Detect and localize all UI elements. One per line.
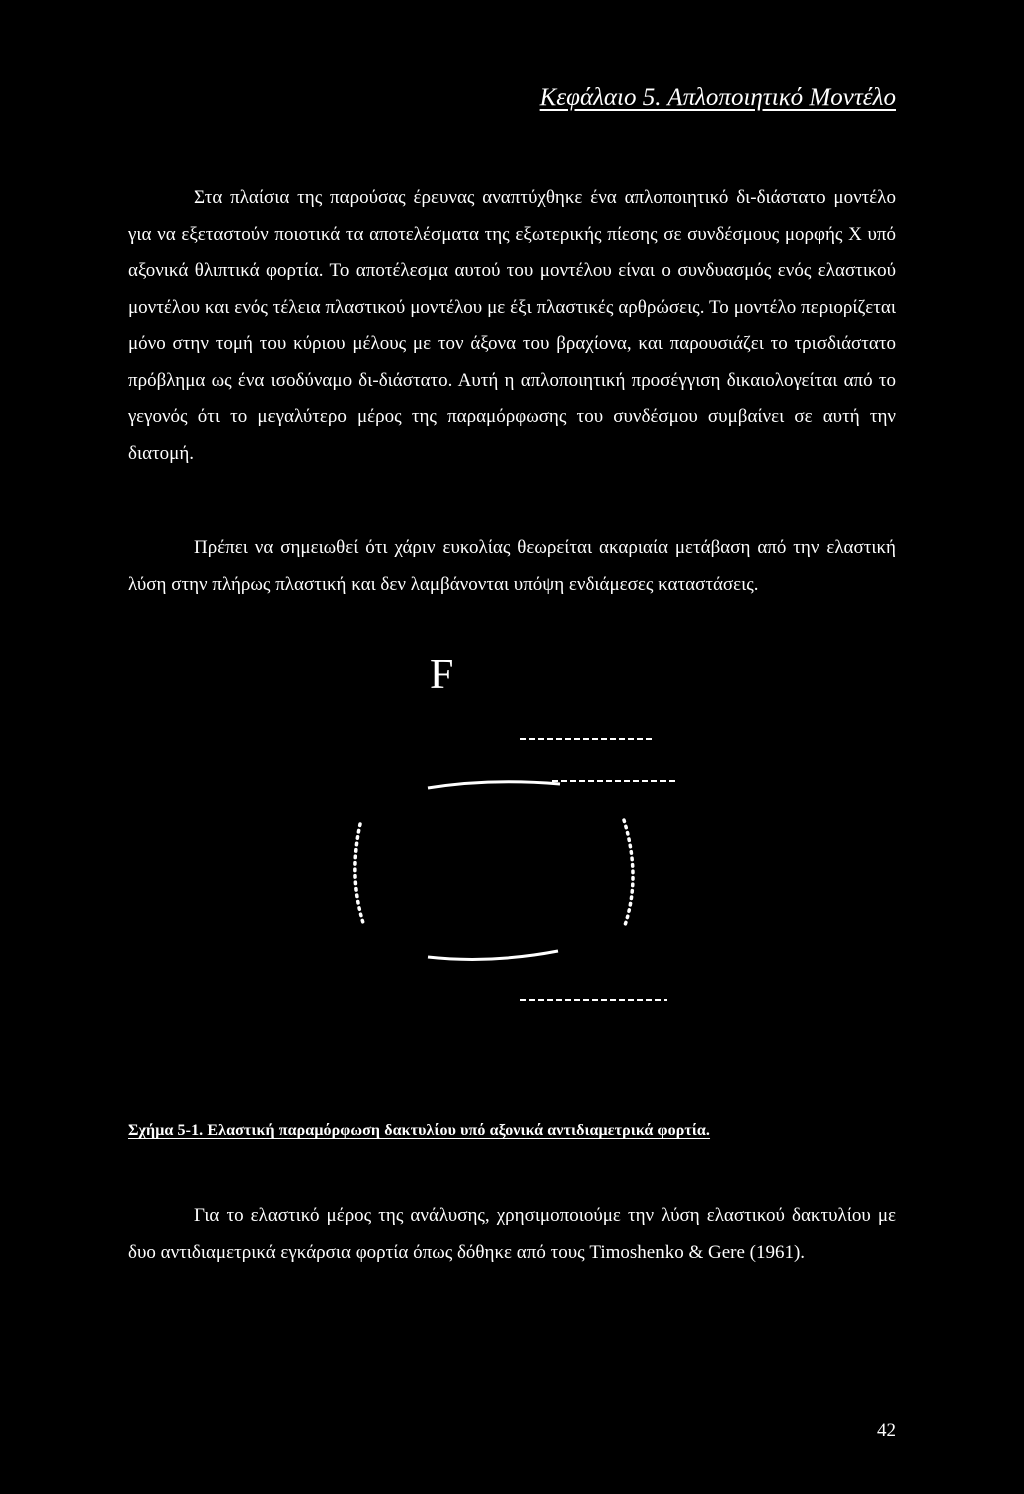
figure-force-label: F <box>430 652 454 698</box>
ring-bottom-solid <box>428 951 558 959</box>
ring-deformation-figure <box>330 700 690 1020</box>
page-number: 42 <box>877 1420 896 1441</box>
paragraph-intro <box>128 180 896 472</box>
paragraph-transition-text: Πρέπει να σημειωθεί ότι χάριν ευκολίας θεωρείται ακαριαία μετάβαση από την ελαστική λύση στην πλήρως πλαστική και δεν λαμβάνονται υπόψη ενδιάμεσες καταστάσεις. <box>128 537 896 595</box>
paragraph-elastic-analysis <box>128 1198 896 1271</box>
chapter-header: Κεφάλαιο 5. Απλοποιητικό Μοντέλο <box>539 84 896 111</box>
paragraph-elastic-text: Για το ελαστικό μέρος της ανάλυσης, χρησιμοποιούμε την λύση ελαστικού δακτυλίου με δυο αντιδιαμετρικά εγκάρσια φορτία όπως δόθηκε από τους Timoshenko & Gere (1961). <box>128 1205 896 1263</box>
paragraph-intro-text: Στα πλαίσια της παρούσας έρευνας αναπτύχθηκε ένα απλοποιητικό δι-διάστατο μοντέλο για να εξεταστούν ποιοτικά τα αποτελέσματα της εξωτερικής πίεσης σε συνδέσμους μορφής X υπό αξονικά θλιπτικά φορτία. Το αποτέλεσμα αυτού του μοντέλου είναι ο συνδυασμός ενός ελαστικού μοντέλου και ενός τέλεια πλαστικού μοντέλου με έξι πλαστικές αρθρώσεις. Το μοντέλο περιορίζεται μόνο στην τομή του κύριου μέλους με τον άξονα του βραχίονα, και παρουσιάζει το τρισδιάστατο πρόβλημα ως ένα ισοδύναμο δι-διάστατο. Αυτή η απλοποιητική προσέγγιση δικαιολογείται από το γεγονός ότι το μεγαλύτερο μέρος της παραμόρφωσης του συνδέσμου συμβαίνει σε αυτή την διατομή. <box>128 187 896 464</box>
figure-caption: Σχήμα 5-1. Ελαστική παραμόρφωση δακτυλίου υπό αξονικά αντιδιαμετρικά φορτία. <box>128 1122 711 1139</box>
ring-left-dotted <box>355 824 364 926</box>
ring-right-dotted <box>624 820 633 928</box>
paragraph-transition-note <box>128 530 896 603</box>
ring-top-solid <box>428 782 560 788</box>
